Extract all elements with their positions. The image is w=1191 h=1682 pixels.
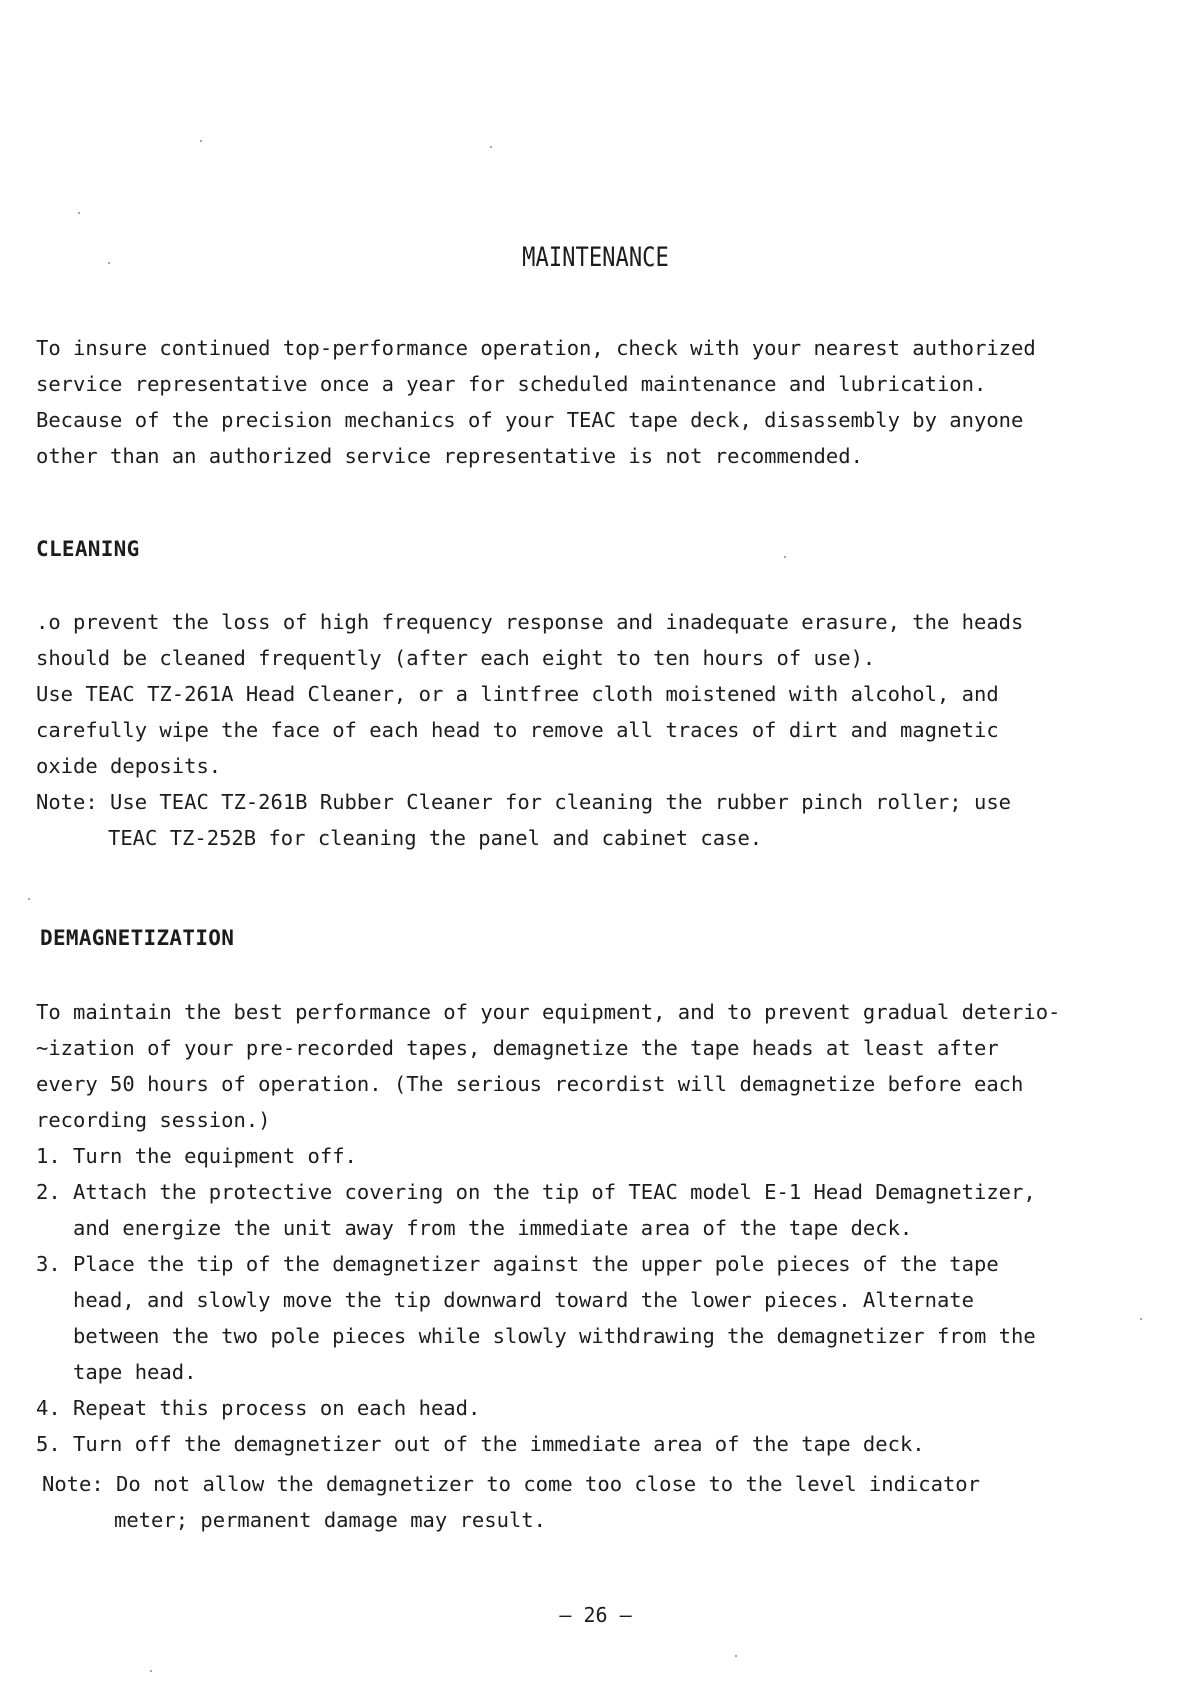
scan-speck [28,898,30,900]
demag-note-continued: meter; permanent damage may result. [114,1508,546,1532]
demag-paragraph [36,994,1060,1462]
page-title: MAINTENANCE [522,242,669,273]
scan-speck [150,1670,152,1672]
scan-speck [200,140,202,142]
demag-line: recording session.) [36,1108,271,1132]
scan-speck [490,146,492,148]
cleaning-note: Note: Use TEAC TZ-261B Rubber Cleaner for cleaning the rubber pinch roller; use [36,790,1012,814]
demag-line: ~ization of your pre-recorded tapes, demagnetize the tape heads at least after [36,1036,999,1060]
demag-note [42,1466,980,1538]
cleaning-note-continued: TEAC TZ-252B for cleaning the panel and cabinet case. [108,826,763,850]
scan-speck [1140,1318,1142,1320]
demag-step-continued: between the two pole pieces while slowly withdrawing the demagnetizer from the [73,1324,1036,1348]
cleaning-line: oxide deposits. [36,754,222,778]
scan-speck [78,212,80,214]
demag-step: 4. Repeat this process on each head. [36,1396,481,1420]
demag-step-continued: and energize the unit away from the immediate area of the tape deck. [73,1216,913,1240]
demag-step-continued: tape head. [73,1360,197,1384]
cleaning-line: carefully wipe the face of each head to remove all traces of dirt and magnetic [36,718,999,742]
cleaning-line: .o prevent the loss of high frequency response and inadequate erasure, the heads [36,610,1024,634]
demag-line: To maintain the best performance of your equipment, and to prevent gradual deterio- [36,1000,1061,1024]
intro-line: service representative once a year for scheduled maintenance and lubrication. [36,372,987,396]
intro-paragraph [36,330,1036,474]
demag-step: 3. Place the tip of the demagnetizer against the upper pole pieces of the tape [36,1252,999,1276]
scan-speck [108,262,110,264]
cleaning-line: should be cleaned frequently (after each eight to ten hours of use). [36,646,876,670]
scan-speck [784,556,786,558]
demag-step-continued: head, and slowly move the tip downward toward the lower pieces. Alternate [73,1288,974,1312]
page-number: — 26 — [559,1603,632,1627]
demagnetization-heading: DEMAGNETIZATION [40,926,235,950]
intro-line: To insure continued top-performance operation, check with your nearest authorized [36,336,1036,360]
demag-step: 2. Attach the protective covering on the tip of TEAC model E-1 Head Demagnetizer, [36,1180,1036,1204]
cleaning-paragraph [36,604,1023,856]
demag-line: every 50 hours of operation. (The serious recordist will demagnetize before each [36,1072,1024,1096]
demag-note-line: Note: Do not allow the demagnetizer to come too close to the level indicator [42,1472,980,1496]
demag-step: 5. Turn off the demagnetizer out of the immediate area of the tape deck. [36,1432,925,1456]
demag-step: 1. Turn the equipment off. [36,1144,357,1168]
cleaning-heading: CLEANING [36,537,140,561]
intro-line: Because of the precision mechanics of your TEAC tape deck, disassembly by anyone [36,408,1024,432]
scan-speck [735,1655,737,1657]
cleaning-line: Use TEAC TZ-261A Head Cleaner, or a lintfree cloth moistened with alcohol, and [36,682,999,706]
intro-line: other than an authorized service representative is not recommended. [36,444,863,468]
